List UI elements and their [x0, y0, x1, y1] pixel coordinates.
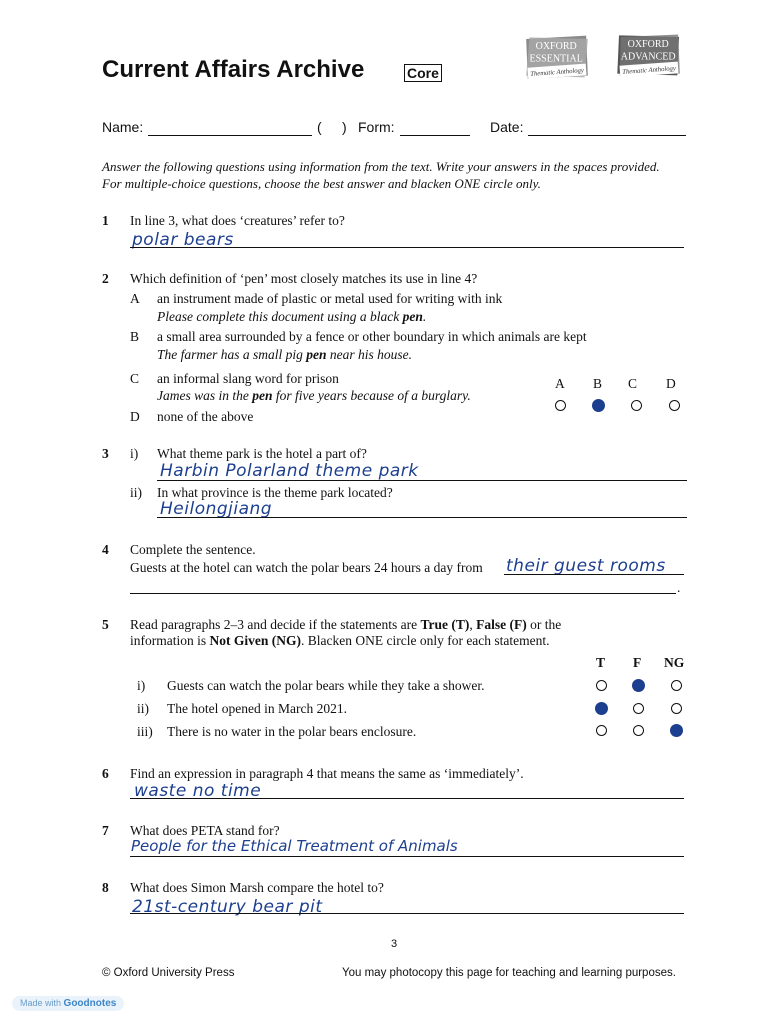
q3-part-i-line[interactable] [157, 480, 687, 481]
q4-sentence: Guests at the hotel can watch the polar bears 24 hours a day from [130, 560, 483, 575]
q5-col-ng: NG [664, 655, 685, 670]
photocopy-note: You may photocopy this page for teaching and learning purposes. [342, 967, 676, 979]
copyright: © Oxford University Press [102, 967, 235, 979]
q3-part-ii-label: ii) [130, 485, 142, 500]
q5-number: 5 [102, 617, 109, 632]
q2-option-c-example: James was in the pen for five years because of a burglary. [157, 388, 471, 403]
q5-statement-iii-label: iii) [137, 724, 153, 739]
q5-statement-ii-text: The hotel opened in March 2021. [167, 701, 347, 716]
q5-statement-iii-text: There is no water in the polar bears enclosure. [167, 724, 417, 739]
q2-option-c-text: an informal slang word for prison [157, 371, 339, 386]
q6-number: 6 [102, 766, 109, 781]
q5-ii-circle-ng[interactable] [671, 703, 682, 714]
q5-ii-circle-f[interactable] [633, 703, 644, 714]
q2-option-d-letter: D [130, 409, 140, 424]
q5-iii-circle-t[interactable] [596, 725, 607, 736]
q7-number: 7 [102, 823, 109, 838]
goodnotes-watermark[interactable] [12, 996, 124, 1011]
class-number-close-paren: ) [342, 119, 347, 135]
q5-i-circle-t[interactable] [596, 680, 607, 691]
q6-answer-line[interactable] [130, 798, 684, 799]
q7-text: What does PETA stand for? [130, 823, 280, 838]
name-field[interactable] [148, 121, 312, 136]
q1-answer: polar bears [132, 230, 234, 250]
q5-iii-circle-ng[interactable] [671, 725, 682, 736]
q2-option-c-letter: C [130, 371, 140, 386]
q2-option-a-text: an instrument made of plastic or metal used for writing with ink [157, 291, 503, 306]
q5-text-line-1: Read paragraphs 2–3 and decide if the statements are True (T), False (F) or the [130, 617, 562, 632]
q2-option-a-letter: A [130, 291, 140, 306]
logo2-line2: ADVANCED [620, 51, 676, 63]
q3-part-i-text: What theme park is the hotel a part of? [157, 446, 367, 461]
q3-part-ii-answer: Heilongjiang [160, 499, 273, 519]
q2-option-a-example: Please complete this document using a black pen. [157, 309, 427, 324]
q2-choice-c-label: C [628, 376, 638, 391]
logo1-line2: ESSENTIAL [529, 53, 583, 65]
q5-ii-circle-t[interactable] [596, 703, 607, 714]
logo2-line3: Thematic Anthology [622, 65, 677, 76]
page-title: Current Affairs Archive [102, 56, 365, 83]
logo1-line3: Thematic Anthology [530, 67, 585, 78]
q2-option-b-letter: B [130, 329, 140, 344]
q2-circle-b[interactable] [593, 400, 604, 411]
q4-answer: their guest rooms [506, 556, 666, 576]
q7-answer: People for the Ethical Treatment of Animals [131, 837, 458, 855]
q5-col-f: F [633, 655, 642, 670]
logo1-line1: OXFORD [535, 41, 577, 52]
q8-answer: 21st-century bear pit [132, 897, 323, 917]
level-badge: Core [404, 64, 442, 82]
date-label: Date: [490, 119, 524, 135]
q1-text: In line 3, what does ‘creatures’ refer to? [130, 213, 345, 228]
q2-option-b-example: The farmer has a small pig pen near his house. [157, 347, 413, 362]
goodnotes-brand: Goodnotes [63, 998, 117, 1009]
form-field[interactable] [400, 121, 470, 136]
q6-text: Find an expression in paragraph 4 that means the same as ‘immediately’. [130, 766, 524, 781]
q6-answer: waste no time [134, 781, 262, 801]
q8-number: 8 [102, 880, 109, 895]
q5-i-circle-f[interactable] [633, 680, 644, 691]
q5-iii-circle-f[interactable] [633, 725, 644, 736]
q7-answer-line[interactable] [130, 856, 684, 857]
q2-number: 2 [102, 271, 109, 286]
form-label: Form: [358, 119, 395, 135]
q5-i-circle-ng[interactable] [671, 680, 682, 691]
oxford-essential-logo [518, 34, 596, 84]
q1-number: 1 [102, 213, 109, 228]
made-with-text: Made with [20, 998, 62, 1008]
q2-circle-d[interactable] [669, 400, 680, 411]
q4-answer-line-1[interactable] [504, 574, 684, 575]
q5-text-line-2: information is Not Given (NG). Blacken ONE circle only for each statement. [130, 633, 550, 648]
logo2-line1: OXFORD [627, 39, 669, 50]
q2-option-d-text: none of the above [157, 409, 254, 424]
page-number: 3 [391, 938, 398, 950]
q8-answer-line[interactable] [130, 913, 684, 914]
instructions: Answer the following questions using information from the text. Write your answers in the spaces provided. For multiple-choice questions, choose the best answer and blacken ONE circle only. [102, 159, 660, 191]
q1-answer-line[interactable] [130, 247, 684, 248]
q3-part-i-label: i) [130, 446, 139, 461]
q4-answer-line-2[interactable] [130, 593, 676, 594]
q3-part-i-answer: Harbin Polarland theme park [160, 461, 419, 481]
q5-statement-i-label: i) [137, 678, 146, 693]
q4-text: Complete the sentence. [130, 542, 256, 557]
date-field[interactable] [528, 121, 686, 136]
q2-circle-c[interactable] [631, 400, 642, 411]
oxford-advanced-logo [610, 32, 688, 82]
q5-statement-i-text: Guests can watch the polar bears while they take a shower. [167, 678, 485, 693]
q5-col-t: T [596, 655, 606, 670]
q8-text: What does Simon Marsh compare the hotel to? [130, 880, 384, 895]
q4-number: 4 [102, 542, 109, 557]
q3-part-ii-text: In what province is the theme park located? [157, 485, 393, 500]
class-number-open-paren: ( [317, 119, 322, 135]
q2-text: Which definition of ‘pen’ most closely matches its use in line 4? [130, 271, 478, 286]
q2-choice-a-label: A [555, 376, 565, 391]
q4-full-stop: . [677, 580, 681, 595]
q2-option-b-text: a small area surrounded by a fence or other boundary in which animals are kept [157, 329, 587, 344]
q2-circle-a[interactable] [555, 400, 566, 411]
q3-part-ii-line[interactable] [157, 517, 687, 518]
q2-choice-b-label: B [593, 376, 603, 391]
name-label: Name: [102, 119, 144, 135]
q2-choice-d-label: D [666, 376, 676, 391]
q5-statement-ii-label: ii) [137, 701, 149, 716]
q3-number: 3 [102, 446, 109, 461]
